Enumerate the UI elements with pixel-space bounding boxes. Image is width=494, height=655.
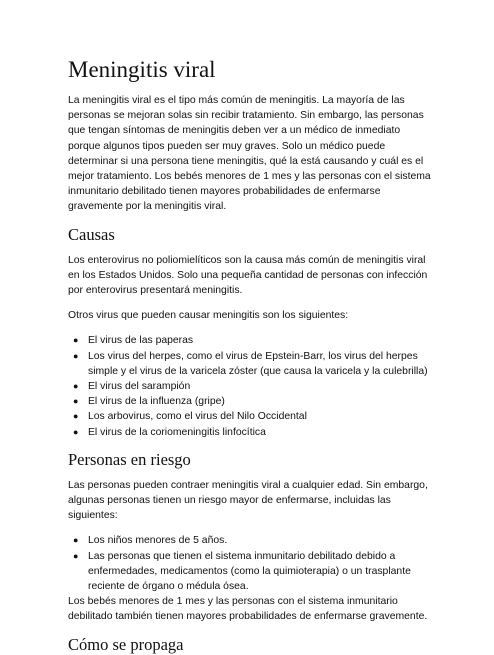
causas-paragraph-2: Otros virus que pueden causar meningitis son los siguientes: bbox=[68, 310, 349, 322]
list-item: ● El virus de las paperas bbox=[68, 333, 434, 348]
bullet-icon: ● bbox=[73, 426, 79, 437]
bullet-icon: ● bbox=[73, 411, 79, 422]
list-item: ● El virus de la influenza (gripe) bbox=[68, 394, 434, 409]
bullet-icon: ● bbox=[73, 535, 79, 546]
page-title: Meningitis viral bbox=[68, 57, 216, 82]
causas-virus-list bbox=[68, 333, 434, 439]
section-heading-causas: Causas bbox=[68, 224, 115, 244]
list-item: ● Los arbovirus, como el virus del Nilo Occidental bbox=[68, 409, 434, 424]
list-item: ● Los niños menores de 5 años. bbox=[68, 533, 434, 548]
bullet-icon: ● bbox=[73, 350, 79, 361]
riesgo-paragraph-1: Las personas pueden contraer meningitis viral a cualquier edad. Sin embargo, algunas personas tienen un riesgo mayor de enfermarse, incluidas las siguientes: bbox=[68, 479, 428, 522]
bullet-icon: ● bbox=[73, 335, 79, 346]
list-item: ● El virus del sarampión bbox=[68, 379, 434, 394]
bullet-icon: ● bbox=[73, 381, 79, 392]
section-heading-riesgo: Personas en riesgo bbox=[68, 449, 191, 469]
list-item: ● Las personas que tienen el sistema inmunitario debilitado debido a enfermedades, medicamentos (como la quimioterapia) o un trasplante reciente de órgano o médula ósea. bbox=[73, 550, 411, 593]
section-heading-propaga: Cómo se propaga bbox=[68, 634, 184, 654]
bullet-icon: ● bbox=[73, 550, 79, 561]
causas-paragraph-1: Los enterovirus no poliomielíticos son la causa más común de meningitis viral en los Estados Unidos. Solo una pequeña cantidad de personas con infección por enterovirus presentará meningitis. bbox=[68, 254, 428, 297]
list-item: ● El virus de la coriomeningitis linfocítica bbox=[68, 425, 434, 440]
riesgo-list bbox=[68, 533, 434, 594]
intro-paragraph: La meningitis viral es el tipo más común de meningitis. La mayoría de las personas se mejoran solas sin recibir tratamiento. Sin embargo, las personas que tengan síntomas de meningitis deben ver a un médico de inmediato porque algunos tipos pueden ser muy graves. Solo un médico puede determinar si una persona tiene meningitis, qué la está causando y cuál es el mejor tratamiento. Los bebés menores de 1 mes y las personas con el sistema inmunitario debilitado tienen mayores probabilidades de enfermarse gravemente por la meningitis viral. bbox=[68, 95, 431, 213]
bullet-icon: ● bbox=[73, 396, 79, 407]
list-item: ● Los virus del herpes, como el virus de Epstein-Barr, los virus del herpes simple y el virus de la varicela zóster (que causa la varicela y la culebrilla) bbox=[73, 350, 428, 377]
riesgo-paragraph-2: Los bebés menores de 1 mes y las personas con el sistema inmunitario debilitado también tienen mayores probabilidades de enfermarse gravemente. bbox=[68, 596, 428, 623]
